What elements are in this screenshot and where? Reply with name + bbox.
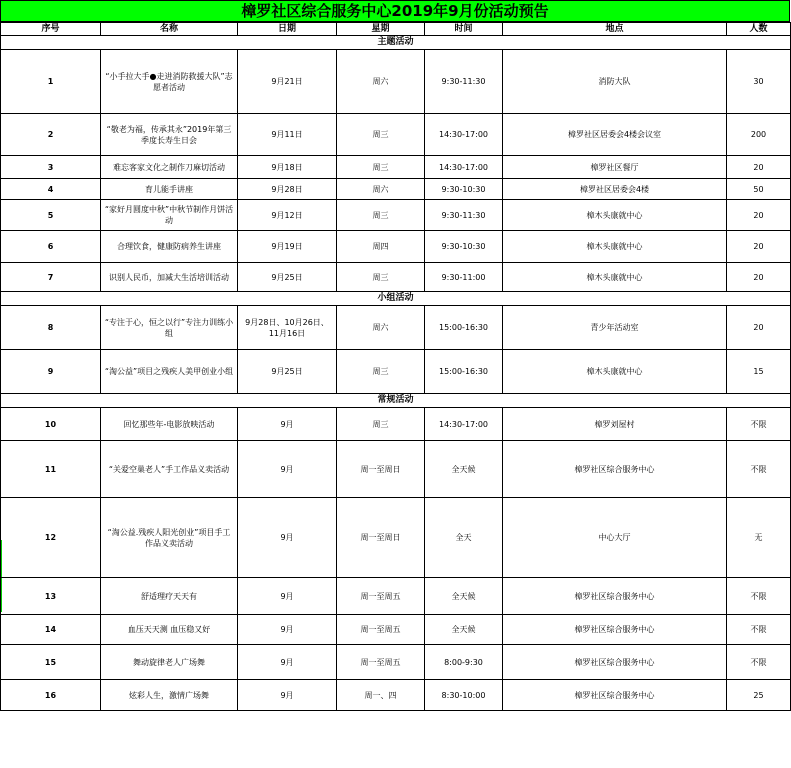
cell-name[interactable]: “专注于心，恒之以行”专注力训练小组 [101, 306, 238, 350]
header-date: 日期 [238, 23, 337, 36]
table-row [1, 498, 791, 578]
header-time: 时间 [425, 23, 503, 36]
cell-date[interactable]: 9月 [238, 680, 337, 711]
cell-count[interactable]: 不限 [727, 578, 791, 615]
cell-date[interactable]: 9月 [238, 441, 337, 498]
cell-name[interactable]: “淘公益.残疾人阳光创业”项目手工作品义卖活动 [101, 498, 238, 578]
cell-time[interactable]: 9:30-10:30 [425, 179, 503, 200]
cell-week[interactable]: 周三 [337, 156, 425, 179]
cell-place[interactable]: 樟木头康就中心 [503, 263, 727, 292]
cell-place[interactable]: 樟木头康就中心 [503, 231, 727, 263]
cell-week[interactable]: 周一至周五 [337, 578, 425, 615]
header-count: 人数 [727, 23, 791, 36]
table-row [1, 578, 791, 615]
cell-place[interactable]: 青少年活动室 [503, 306, 727, 350]
cell-place[interactable]: 樟罗刘屋村 [503, 408, 727, 441]
cell-date[interactable]: 9月28日 [238, 179, 337, 200]
cell-date[interactable]: 9月 [238, 615, 337, 645]
section-row [1, 36, 791, 50]
cell-count[interactable]: 30 [727, 50, 791, 114]
cell-count[interactable]: 20 [727, 156, 791, 179]
cell-date[interactable]: 9月28日、10月26日、11月16日 [238, 306, 337, 350]
cell-name[interactable]: 回忆那些年-电影放映活动 [101, 408, 238, 441]
table-row [1, 50, 791, 114]
cell-place[interactable]: 樟罗社区综合服务中心 [503, 578, 727, 615]
cell-time[interactable]: 8:30-10:00 [425, 680, 503, 711]
cell-name[interactable]: 难忘客家文化之制作刀麻切活动 [101, 156, 238, 179]
cell-time[interactable]: 9:30-11:30 [425, 50, 503, 114]
cell-count[interactable]: 25 [727, 680, 791, 711]
cell-date[interactable]: 9月 [238, 498, 337, 578]
section-label: 小组活动 [1, 292, 791, 306]
cell-date[interactable]: 9月19日 [238, 231, 337, 263]
cell-name[interactable]: 血压天天测 血压稳又好 [101, 615, 238, 645]
table-row [1, 231, 791, 263]
header-place: 地点 [503, 23, 727, 36]
cell-name[interactable]: 舞动旋律老人广场舞 [101, 645, 238, 680]
cell-place[interactable]: 樟罗社区综合服务中心 [503, 645, 727, 680]
cell-place[interactable]: 樟罗社区综合服务中心 [503, 680, 727, 711]
cell-place[interactable]: 消防大队 [503, 50, 727, 114]
cell-count[interactable]: 不限 [727, 645, 791, 680]
cell-date[interactable]: 9月 [238, 645, 337, 680]
cell-place[interactable]: 樟罗社区综合服务中心 [503, 441, 727, 498]
cell-week[interactable]: 周六 [337, 179, 425, 200]
cell-no[interactable]: 11 [1, 441, 101, 498]
cell-time[interactable]: 9:30-11:30 [425, 200, 503, 231]
cell-date[interactable]: 9月 [238, 578, 337, 615]
cell-no[interactable]: 8 [1, 306, 101, 350]
cell-week[interactable]: 周三 [337, 200, 425, 231]
cell-name[interactable]: “敬老为福，传承其永”2019年第三季度长寿生日会 [101, 114, 238, 156]
cell-week[interactable]: 周三 [337, 263, 425, 292]
cell-no[interactable]: 5 [1, 200, 101, 231]
cell-time[interactable]: 9:30-11:00 [425, 263, 503, 292]
cell-time[interactable]: 全天 [425, 498, 503, 578]
cell-no[interactable]: 3 [1, 156, 101, 179]
cell-date[interactable]: 9月11日 [238, 114, 337, 156]
cell-week[interactable]: 周四 [337, 231, 425, 263]
cell-count[interactable]: 20 [727, 306, 791, 350]
cell-place[interactable]: 樟罗社区综合服务中心 [503, 615, 727, 645]
section-row [1, 292, 791, 306]
cell-time[interactable]: 15:00-16:30 [425, 306, 503, 350]
cell-name[interactable]: 炫彩人生，激情广场舞 [101, 680, 238, 711]
cell-place[interactable]: 樟罗社区居委会4楼 [503, 179, 727, 200]
cell-time[interactable]: 14:30-17:00 [425, 156, 503, 179]
cell-place[interactable]: 樟罗社区餐厅 [503, 156, 727, 179]
cell-no[interactable]: 14 [1, 615, 101, 645]
cell-week[interactable]: 周一、四 [337, 680, 425, 711]
cell-name[interactable]: “小手拉大手●走进消防救援大队”志愿者活动 [101, 50, 238, 114]
cell-place[interactable]: 樟罗社区居委会4楼会议室 [503, 114, 727, 156]
cell-no[interactable]: 1 [1, 50, 101, 114]
cell-name[interactable]: 识别人民币，加减大生活培训活动 [101, 263, 238, 292]
cell-name[interactable]: 合理饮食，健康防病养生讲座 [101, 231, 238, 263]
cell-no[interactable]: 13 [1, 578, 101, 615]
cell-count[interactable]: 无 [727, 498, 791, 578]
cell-time[interactable]: 15:00-16:30 [425, 350, 503, 394]
cell-count[interactable]: 20 [727, 263, 791, 292]
cell-week[interactable]: 周一至周五 [337, 615, 425, 645]
cell-count[interactable]: 15 [727, 350, 791, 394]
cell-time[interactable]: 全天候 [425, 615, 503, 645]
header-no: 序号 [1, 23, 101, 36]
cell-week[interactable]: 周三 [337, 350, 425, 394]
table-row [1, 114, 791, 156]
cell-count[interactable]: 不限 [727, 441, 791, 498]
cell-week[interactable]: 周三 [337, 408, 425, 441]
table-row [1, 200, 791, 231]
cell-week[interactable]: 周六 [337, 306, 425, 350]
cell-no[interactable]: 6 [1, 231, 101, 263]
cell-count[interactable]: 50 [727, 179, 791, 200]
table-row [1, 408, 791, 441]
header-row [1, 23, 791, 36]
table-row [1, 680, 791, 711]
activity-table [0, 22, 791, 711]
table-row [1, 179, 791, 200]
cell-place[interactable]: 中心大厅 [503, 498, 727, 578]
cell-count[interactable]: 200 [727, 114, 791, 156]
cell-date[interactable]: 9月18日 [238, 156, 337, 179]
cell-date[interactable]: 9月21日 [238, 50, 337, 114]
sheet-title: 樟罗社区综合服务中心2019年9月份活动预告 [0, 0, 790, 22]
cell-no[interactable]: 9 [1, 350, 101, 394]
cell-no[interactable]: 2 [1, 114, 101, 156]
cell-name[interactable]: “关爱空巢老人”手工作品义卖活动 [101, 441, 238, 498]
cell-name[interactable]: “家好月圆度中秋”中秋节制作月饼活动 [101, 200, 238, 231]
section-label: 主题活动 [1, 36, 791, 50]
table-row [1, 615, 791, 645]
section-row [1, 394, 791, 408]
cell-time[interactable]: 9:30-10:30 [425, 231, 503, 263]
table-row [1, 350, 791, 394]
cell-week[interactable]: 周一至周日 [337, 441, 425, 498]
cell-time[interactable]: 14:30-17:00 [425, 408, 503, 441]
cell-time[interactable]: 全天候 [425, 578, 503, 615]
cell-place[interactable]: 樟木头康就中心 [503, 350, 727, 394]
header-week: 星期 [337, 23, 425, 36]
table-row [1, 156, 791, 179]
cell-no[interactable]: 16 [1, 680, 101, 711]
cell-name[interactable]: 舒适理疗天天有 [101, 578, 238, 615]
cell-week[interactable]: 周一至周日 [337, 498, 425, 578]
cell-time[interactable]: 全天候 [425, 441, 503, 498]
cell-date[interactable]: 9月12日 [238, 200, 337, 231]
cell-date[interactable]: 9月25日 [238, 350, 337, 394]
cell-count[interactable]: 不限 [727, 408, 791, 441]
cell-count[interactable]: 不限 [727, 615, 791, 645]
cell-time[interactable]: 14:30-17:00 [425, 114, 503, 156]
cell-week[interactable]: 周三 [337, 114, 425, 156]
cell-week[interactable]: 周一至周五 [337, 645, 425, 680]
cell-time[interactable]: 8:00-9:30 [425, 645, 503, 680]
cell-week[interactable]: 周六 [337, 50, 425, 114]
cell-name[interactable]: “淘公益”项目之残疾人美甲创业小组 [101, 350, 238, 394]
section-label: 常规活动 [1, 394, 791, 408]
header-name: 名称 [101, 23, 238, 36]
cell-place[interactable]: 樟木头康就中心 [503, 200, 727, 231]
table-row [1, 306, 791, 350]
cell-count[interactable]: 20 [727, 200, 791, 231]
cell-no[interactable]: 15 [1, 645, 101, 680]
table-row [1, 645, 791, 680]
cell-count[interactable]: 20 [727, 231, 791, 263]
table-row [1, 441, 791, 498]
cell-date[interactable]: 9月25日 [238, 263, 337, 292]
cell-no[interactable]: 10 [1, 408, 101, 441]
cell-no[interactable]: 7 [1, 263, 101, 292]
cell-no[interactable]: 12 [1, 498, 101, 578]
cell-date[interactable]: 9月 [238, 408, 337, 441]
table-row [1, 263, 791, 292]
cell-no[interactable]: 4 [1, 179, 101, 200]
cell-name[interactable]: 育儿能手讲座 [101, 179, 238, 200]
